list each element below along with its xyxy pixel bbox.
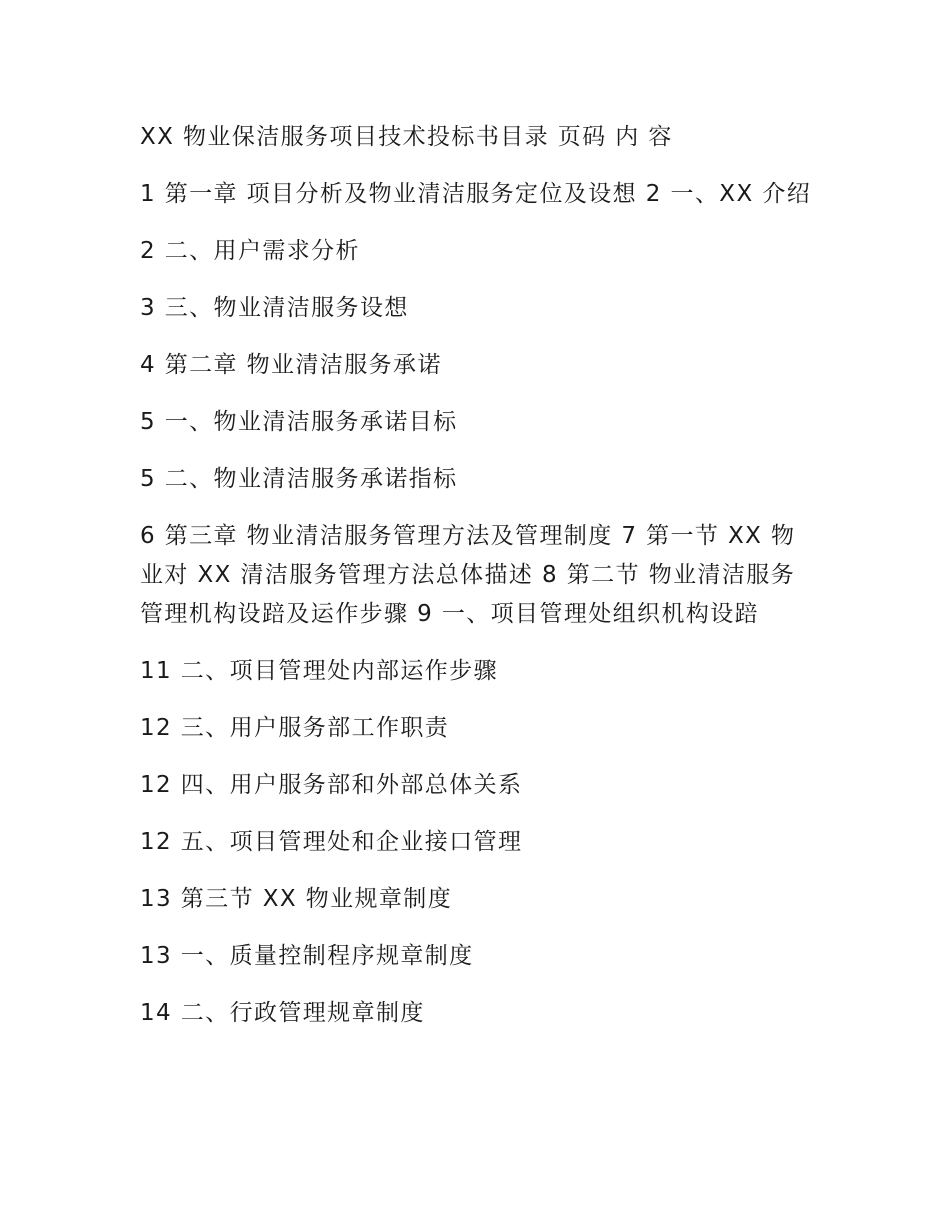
toc-entry: 5 一、物业清洁服务承诺目标 — [140, 409, 458, 435]
toc-entry: 2 二、用户需求分析 — [140, 238, 360, 264]
toc-entry: 14 二、行政管理规章制度 — [140, 1000, 425, 1026]
toc-entry: 6 第三章 物业清洁服务管理方法及管理制度 7 第一节 XX 物业对 XX 清洁服务管理方法总体描述 8 第二节 物业清洁服务管理机构设踣及运作步骤 9 一、项目管理处组织机构设踣 — [140, 523, 796, 627]
toc-entry: 5 二、物业清洁服务承诺指标 — [140, 466, 458, 492]
toc-entry: 3 三、物业清洁服务设想 — [140, 295, 409, 321]
toc-entry: 11 二、项目管理处内部运作步骤 — [140, 658, 498, 684]
document-page — [140, 118, 812, 1051]
toc-entry: 12 三、用户服务部工作职责 — [140, 715, 450, 741]
toc-entry: 12 四、用户服务部和外部总体关系 — [140, 772, 523, 798]
toc-entry: 1 第一章 项目分析及物业清洁服务定位及设想 2 一、XX 介绍 — [140, 181, 812, 207]
toc-entry: 12 五、项目管理处和企业接口管理 — [140, 829, 523, 855]
toc-entry: 13 第三节 XX 物业规章制度 — [140, 886, 453, 912]
document-title: XX 物业保洁服务项目技术投标书目录 页码 内 容 — [140, 124, 673, 150]
toc-entry: 13 一、质量控制程序规章制度 — [140, 943, 474, 969]
toc-entry: 4 第二章 物业清洁服务承诺 — [140, 352, 442, 378]
